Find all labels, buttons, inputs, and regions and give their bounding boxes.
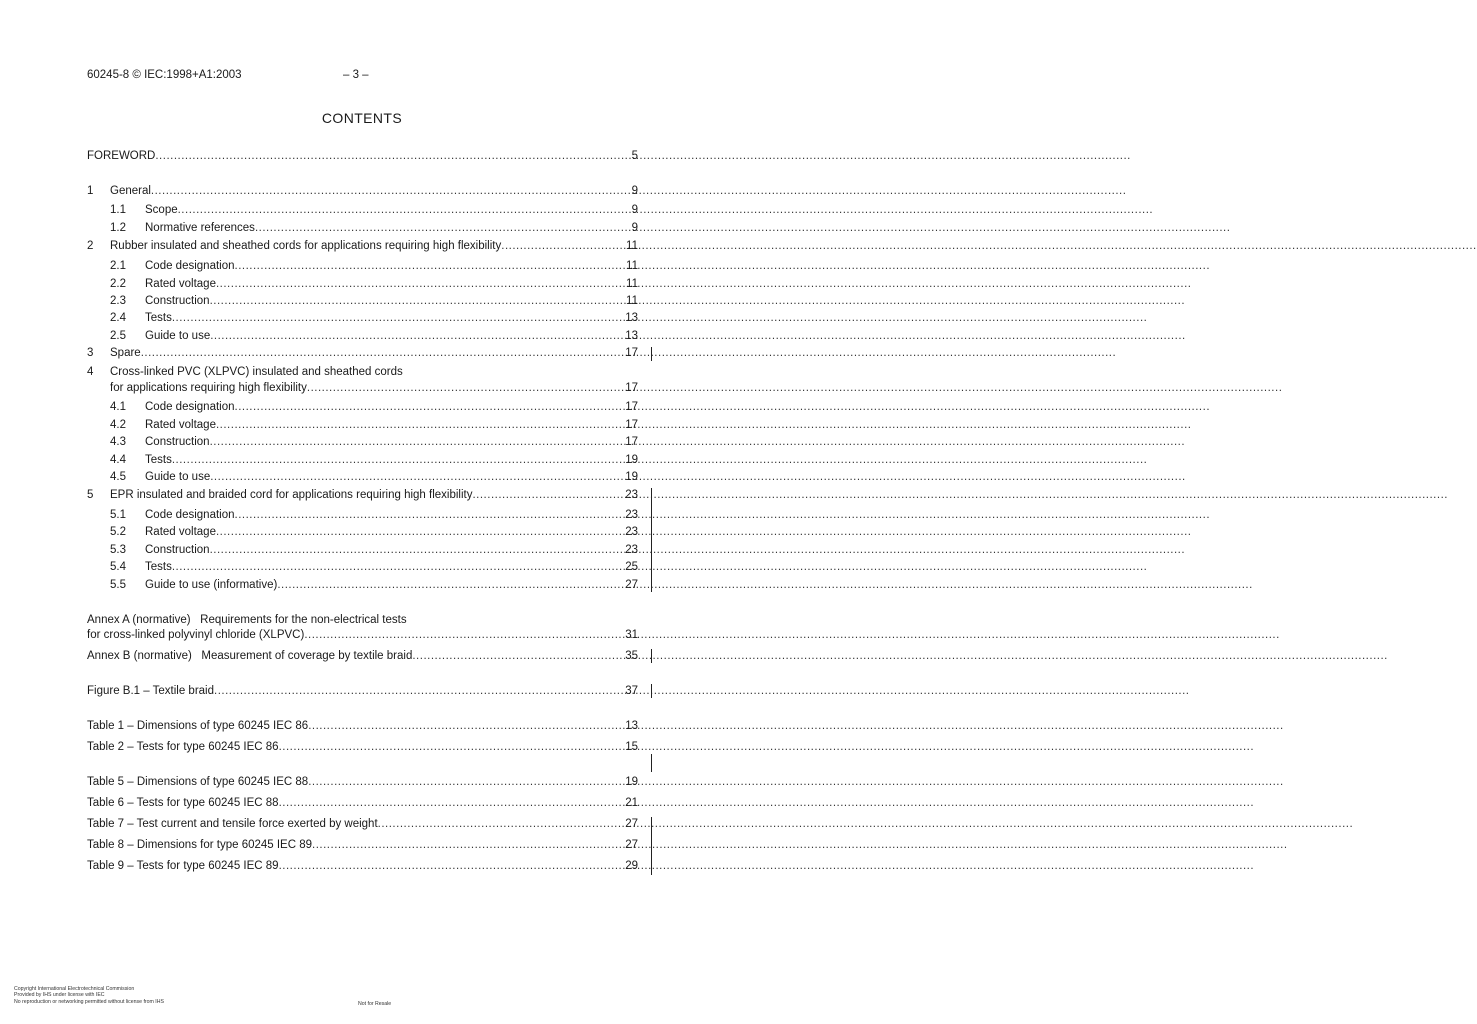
toc-entry-5-2[interactable] — [87, 526, 638, 542]
toc-entry-1-2[interactable] — [87, 222, 638, 238]
page-number: – 3 – — [343, 69, 369, 81]
toc-entry-page: 11 — [626, 260, 638, 272]
toc-entry-page: 27 — [625, 579, 638, 591]
dot-leader — [235, 260, 627, 272]
toc-table-page: 19 — [625, 776, 638, 788]
dot-leader — [279, 860, 626, 872]
toc-annex-text: Annex A (normative) Requirements for the non-electrical tests — [87, 614, 407, 626]
toc-entry-3[interactable] — [87, 347, 638, 363]
toc-entry-page: 17 — [625, 401, 638, 413]
footer-copyright: Copyright International Electrotechnical Commission — [14, 986, 135, 992]
toc-entry-5-3[interactable] — [87, 544, 638, 560]
dot-leader — [308, 776, 625, 788]
toc-entry-text: Tests — [145, 454, 172, 466]
toc-entry-page: 9 — [631, 204, 638, 216]
toc-annex-a[interactable] — [87, 614, 638, 630]
dot-leader — [378, 818, 626, 830]
toc-table-text: Table 1 – Dimensions of type 60245 IEC 86 — [87, 720, 309, 732]
toc-table-text: Table 8 – Dimensions for type 60245 IEC 89 — [87, 839, 313, 851]
toc-figure-page: 37 — [625, 685, 638, 697]
toc-entry-page: 17 — [625, 382, 638, 394]
toc-foreword[interactable] — [87, 150, 638, 166]
toc-annex-page: 35 — [625, 650, 638, 662]
toc-entry-page: 11 — [626, 240, 638, 252]
dot-leader — [279, 797, 626, 809]
toc-table-2[interactable] — [87, 741, 638, 757]
toc-table-page: 29 — [625, 860, 638, 872]
dot-leader — [151, 185, 632, 197]
toc-entry-number: 5.1 — [110, 509, 126, 521]
toc-entry-4-4[interactable] — [87, 454, 638, 470]
toc-entry-number: 2 — [87, 240, 94, 252]
dot-leader — [141, 347, 626, 359]
toc-entry-page: 19 — [625, 471, 638, 483]
change-bar — [651, 347, 652, 361]
toc-table-1[interactable] — [87, 720, 638, 736]
toc-entry-page: 13 — [625, 312, 638, 324]
toc-figure-text: Figure B.1 – Textile braid — [87, 685, 214, 697]
dot-leader — [255, 222, 632, 234]
change-bar — [651, 649, 652, 663]
toc-entry-number: 1 — [87, 185, 94, 197]
change-bar — [651, 754, 652, 772]
toc-entry-4[interactable] — [87, 366, 638, 382]
toc-entry-page: 17 — [625, 436, 638, 448]
toc-entry-5-5[interactable] — [87, 579, 638, 595]
toc-entry-page: 11 — [626, 295, 638, 307]
toc-entry-number: 4.1 — [110, 401, 126, 413]
toc-table-6[interactable] — [87, 797, 638, 813]
toc-foreword-page: 5 — [631, 150, 638, 162]
toc-entry-4-1[interactable] — [87, 401, 638, 417]
dot-leader — [214, 685, 625, 697]
toc-entry-2-5[interactable] — [87, 330, 638, 346]
toc-table-text: Table 2 – Tests for type 60245 IEC 86 — [87, 741, 279, 753]
toc-table-page: 27 — [625, 818, 638, 830]
change-bar — [651, 817, 652, 875]
toc-entry-page: 23 — [625, 544, 638, 556]
toc-annex-text: Annex B (normative) Measurement of coverage by textile braid — [87, 650, 413, 662]
toc-entry-text: for applications requiring high flexibility — [110, 382, 307, 394]
toc-entry-number: 2.3 — [110, 295, 126, 307]
dot-leader — [235, 401, 626, 413]
toc-entry-number: 4 — [87, 366, 94, 378]
toc-entry-1-1[interactable] — [87, 204, 638, 220]
toc-entry-number: 4.2 — [110, 419, 126, 431]
toc-entry-page: 9 — [631, 185, 638, 197]
dot-leader — [279, 741, 626, 753]
dot-leader — [216, 526, 625, 538]
toc-entry-4-5[interactable] — [87, 471, 638, 487]
footer-provided-by: Provided by IHS under license with IEC — [14, 992, 105, 999]
dot-leader — [501, 240, 626, 252]
toc-entry-text: Rated voltage — [145, 526, 216, 538]
dot-leader — [472, 489, 625, 501]
toc-entry-text: Scope — [145, 204, 178, 216]
toc-annex-a-continued[interactable] — [87, 629, 638, 645]
toc-entry-text: Rubber insulated and sheathed cords for applications requiring high flexibility — [110, 240, 502, 252]
toc-entry-number: 1.2 — [110, 222, 126, 234]
page-title: CONTENTS — [321, 110, 403, 126]
toc-entry-text: Code designation — [145, 260, 235, 272]
dot-leader — [216, 419, 625, 431]
toc-annex-text: for cross-linked polyvinyl chloride (XLPVC) — [87, 629, 305, 641]
toc-entry-page: 25 — [625, 561, 638, 573]
toc-entry-2-2[interactable] — [87, 278, 638, 294]
dot-leader — [216, 278, 626, 290]
toc-entry-page: 19 — [625, 454, 638, 466]
toc-entry-text: Guide to use — [145, 330, 211, 342]
dot-leader — [155, 150, 631, 162]
toc-table-page: 13 — [625, 720, 638, 732]
dot-leader — [172, 312, 625, 324]
toc-entry-text: Tests — [145, 561, 172, 573]
toc-table-page: 21 — [625, 797, 638, 809]
footer-copyright-block — [14, 986, 164, 1005]
toc-entry-number: 5 — [87, 489, 94, 501]
toc-entry-text: Guide to use — [145, 471, 211, 483]
document-id: 60245-8 © IEC:1998+A1:2003 — [87, 69, 242, 81]
toc-entry-5-4[interactable] — [87, 561, 638, 577]
dot-leader — [178, 204, 632, 216]
toc-entry-2-4[interactable] — [87, 312, 638, 328]
toc-entry-text: EPR insulated and braided cord for applications requiring high flexibility — [110, 489, 473, 501]
toc-entry-page: 23 — [625, 526, 638, 538]
dot-leader — [304, 629, 625, 641]
toc-table-text: Table 7 – Test current and tensile force exerted by weight — [87, 818, 378, 830]
change-bar — [651, 684, 652, 698]
toc-entry-number: 3 — [87, 347, 94, 359]
toc-entry-2[interactable] — [87, 240, 638, 256]
dot-leader — [308, 720, 625, 732]
dot-leader — [210, 436, 626, 448]
toc-entry-page: 11 — [626, 278, 638, 290]
toc-entry-text: Tests — [145, 312, 172, 324]
toc-table-9[interactable] — [87, 860, 638, 876]
toc-figure-b1[interactable] — [87, 685, 638, 701]
toc-entry-text: Guide to use (informative) — [145, 579, 278, 591]
toc-entry-page: 23 — [625, 489, 638, 501]
toc-entry-number: 5.3 — [110, 544, 126, 556]
toc-entry-page: 17 — [625, 419, 638, 431]
toc-entry-text: Code designation — [145, 401, 235, 413]
toc-entry-text: Construction — [145, 436, 210, 448]
toc-table-text: Table 9 – Tests for type 60245 IEC 89 — [87, 860, 279, 872]
toc-entry-page: 9 — [631, 222, 638, 234]
toc-entry-number: 5.5 — [110, 579, 126, 591]
toc-entry-text: Construction — [145, 295, 210, 307]
toc-entry-text: Cross-linked PVC (XLPVC) insulated and sheathed cords — [110, 366, 403, 378]
toc-entry-5[interactable] — [87, 489, 638, 505]
toc-entry-text: Rated voltage — [145, 419, 216, 431]
toc-entry-text: Spare — [110, 347, 141, 359]
toc-entry-number: 4.4 — [110, 454, 126, 466]
toc-entry-number: 5.4 — [110, 561, 126, 573]
toc-table-8[interactable] — [87, 839, 638, 855]
dot-leader — [172, 561, 625, 573]
dot-leader — [210, 544, 626, 556]
toc-entry-2-1[interactable] — [87, 260, 638, 276]
change-bar — [651, 488, 652, 592]
toc-table-5[interactable] — [87, 776, 638, 792]
toc-table-text: Table 5 – Dimensions of type 60245 IEC 88 — [87, 776, 309, 788]
toc-entry-page: 13 — [625, 330, 638, 342]
toc-entry-text: Construction — [145, 544, 210, 556]
toc-entry-text: Code designation — [145, 509, 235, 521]
toc-foreword-text: FOREWORD — [87, 150, 156, 162]
dot-leader — [210, 330, 625, 342]
toc-table-7[interactable] — [87, 818, 638, 834]
toc-entry-page: 23 — [625, 509, 638, 521]
footer-no-reproduction: No reproduction or networking permitted without license from IHS — [14, 998, 164, 1005]
toc-entry-number: 2.5 — [110, 330, 126, 342]
toc-entry-1[interactable] — [87, 185, 638, 201]
toc-annex-page: 31 — [625, 629, 638, 641]
toc-entry-number: 2.2 — [110, 278, 126, 290]
toc-entry-number: 5.2 — [110, 526, 126, 538]
dot-leader — [210, 295, 626, 307]
toc-table-page: 27 — [625, 839, 638, 851]
footer-not-for-resale: Not for Resale — [358, 1001, 392, 1007]
toc-entry-number: 2.1 — [110, 260, 126, 272]
dot-leader — [210, 471, 625, 483]
toc-entry-text: Rated voltage — [145, 278, 216, 290]
toc-entry-page: 17 — [625, 347, 638, 359]
toc-entry-2-3[interactable] — [87, 295, 638, 311]
toc-entry-4-3[interactable] — [87, 436, 638, 452]
dot-leader — [172, 454, 625, 466]
toc-entry-4-2[interactable] — [87, 419, 638, 435]
toc-entry-number: 4.5 — [110, 471, 126, 483]
dot-leader — [312, 839, 625, 851]
toc-annex-b[interactable] — [87, 650, 638, 666]
dot-leader — [235, 509, 626, 521]
toc-entry-number: 4.3 — [110, 436, 126, 448]
toc-entry-text: Normative references — [145, 222, 255, 234]
dot-leader — [307, 382, 625, 394]
toc-entry-text: General — [110, 185, 151, 197]
dot-leader — [277, 579, 625, 591]
toc-entry-4-continued[interactable] — [110, 382, 638, 398]
toc-entry-5-1[interactable] — [87, 509, 638, 525]
dot-leader — [412, 650, 625, 662]
toc-entry-number: 2.4 — [110, 312, 126, 324]
toc-table-text: Table 6 – Tests for type 60245 IEC 88 — [87, 797, 279, 809]
toc-table-page: 15 — [625, 741, 638, 753]
toc-entry-number: 1.1 — [110, 204, 126, 216]
